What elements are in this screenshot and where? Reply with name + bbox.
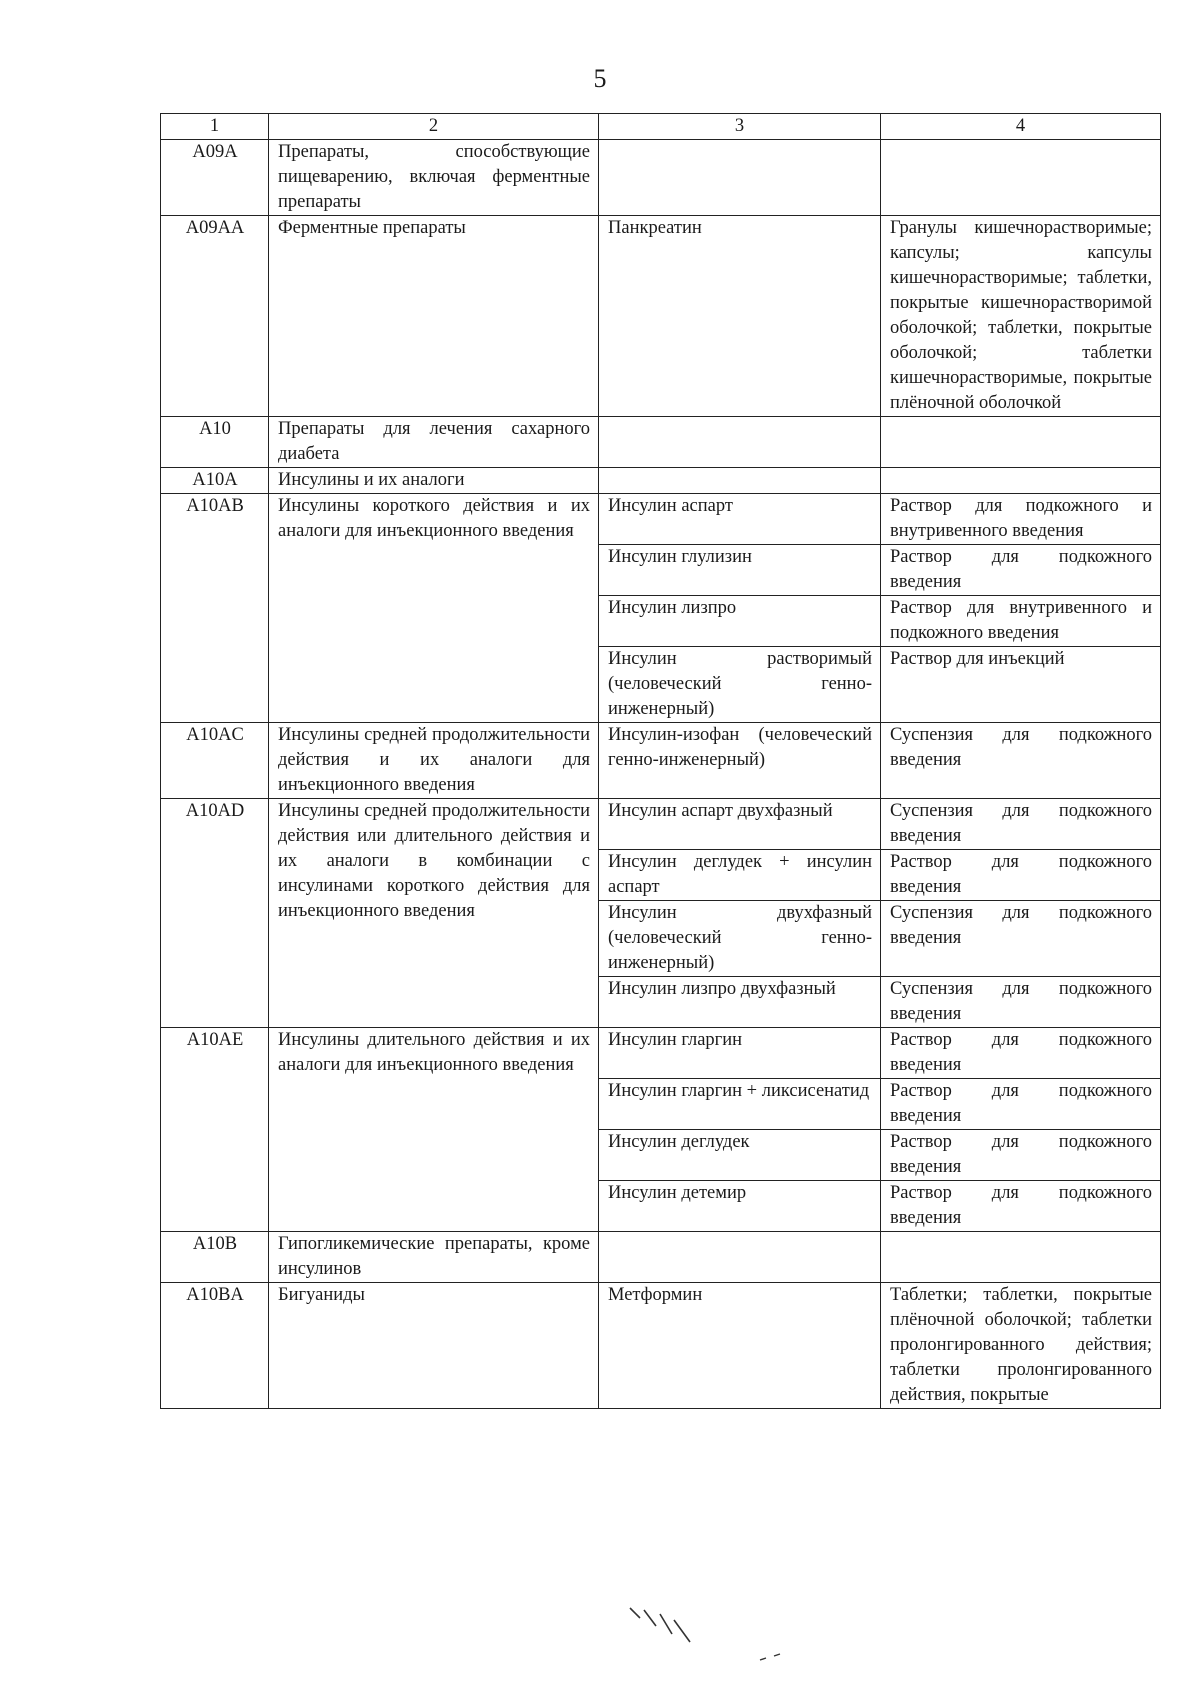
atc-code-cell: A10BA <box>161 1283 269 1409</box>
table-row <box>161 417 1161 468</box>
drug-name-cell <box>599 468 881 494</box>
group-name-cell: Инсулины и их аналоги <box>269 468 599 494</box>
dosage-form-cell: Раствор для подкожного введения <box>881 850 1161 901</box>
atc-code-cell: A10AD <box>161 799 269 1028</box>
header-row <box>161 114 1161 140</box>
drug-name-cell: Инсулин-изофан (человеческий генно-инженерный) <box>599 723 881 799</box>
atc-code-cell: A09AA <box>161 216 269 417</box>
atc-code-cell: A10AB <box>161 494 269 723</box>
column-header: 4 <box>881 114 1161 140</box>
table-row <box>161 140 1161 216</box>
drug-name-cell: Инсулин деглудек + инсулин аспарт <box>599 850 881 901</box>
dosage-form-cell: Раствор для инъекций <box>881 647 1161 723</box>
table-row <box>161 799 1161 850</box>
page-number: 5 <box>593 64 607 93</box>
drug-name-cell: Панкреатин <box>599 216 881 417</box>
dosage-form-cell: Раствор для подкожного введения <box>881 1181 1161 1232</box>
dosage-form-cell: Раствор для подкожного введения <box>881 1028 1161 1079</box>
atc-code-cell: A10AE <box>161 1028 269 1232</box>
group-name-cell: Препараты для лечения сахарного диабета <box>269 417 599 468</box>
table-row <box>161 1232 1161 1283</box>
dosage-form-cell <box>881 417 1161 468</box>
column-header: 3 <box>599 114 881 140</box>
dosage-form-cell: Суспензия для подкожного введения <box>881 977 1161 1028</box>
dosage-form-cell: Суспензия для подкожного введения <box>881 799 1161 850</box>
drug-name-cell: Инсулин двухфазный (человеческий генно-инженерный) <box>599 901 881 977</box>
group-name-cell: Инсулины короткого действия и их аналоги для инъекционного введения <box>269 494 599 723</box>
group-name-cell: Бигуаниды <box>269 1283 599 1409</box>
dosage-form-cell: Раствор для подкожного введения <box>881 545 1161 596</box>
table-row <box>161 216 1161 417</box>
atc-code-cell: A10A <box>161 468 269 494</box>
dosage-form-cell: Суспензия для подкожного введения <box>881 723 1161 799</box>
drug-name-cell: Метформин <box>599 1283 881 1409</box>
drug-name-cell: Инсулин гларгин <box>599 1028 881 1079</box>
dosage-form-cell: Раствор для внутривенного и подкожного введения <box>881 596 1161 647</box>
drug-name-cell: Инсулин глулизин <box>599 545 881 596</box>
group-name-cell: Инсулины длительного действия и их аналоги для инъекционного введения <box>269 1028 599 1232</box>
group-name-cell: Ферментные препараты <box>269 216 599 417</box>
drug-name-cell: Инсулин гларгин + ликсисенатид <box>599 1079 881 1130</box>
drug-name-cell <box>599 1232 881 1283</box>
handwritten-mark <box>620 1600 820 1680</box>
column-header: 1 <box>161 114 269 140</box>
drug-list-table <box>160 113 1161 1409</box>
dosage-form-cell: Раствор для подкожного введения <box>881 1079 1161 1130</box>
drug-name-cell: Инсулин аспарт <box>599 494 881 545</box>
dosage-form-cell: Гранулы кишечнорастворимые; капсулы; капсулы кишечнорастворимые; таблетки, покрытые кишечнорастворимой оболочкой; таблетки, покрытые оболочкой; таблетки кишечнорастворимые, покрытые плёночной оболочкой <box>881 216 1161 417</box>
drug-name-cell <box>599 417 881 468</box>
group-name-cell: Инсулины средней продолжительности действия и их аналоги для инъекционного введения <box>269 723 599 799</box>
atc-code-cell: A10AC <box>161 723 269 799</box>
table-row <box>161 1283 1161 1409</box>
drug-name-cell: Инсулин детемир <box>599 1181 881 1232</box>
table-row <box>161 494 1161 545</box>
drug-name-cell: Инсулин растворимый (человеческий генно-инженерный) <box>599 647 881 723</box>
dosage-form-cell <box>881 1232 1161 1283</box>
atc-code-cell: A09A <box>161 140 269 216</box>
atc-code-cell: A10 <box>161 417 269 468</box>
drug-name-cell: Инсулин аспарт двухфазный <box>599 799 881 850</box>
table-row <box>161 1028 1161 1079</box>
group-name-cell: Препараты, способствующие пищеварению, включая ферментные препараты <box>269 140 599 216</box>
drug-name-cell: Инсулин лизпро <box>599 596 881 647</box>
dosage-form-cell: Раствор для подкожного введения <box>881 1130 1161 1181</box>
group-name-cell: Гипогликемические препараты, кроме инсулинов <box>269 1232 599 1283</box>
drug-name-cell: Инсулин деглудек <box>599 1130 881 1181</box>
table-row <box>161 723 1161 799</box>
dosage-form-cell: Раствор для подкожного и внутривенного введения <box>881 494 1161 545</box>
dosage-form-cell <box>881 140 1161 216</box>
group-name-cell: Инсулины средней продолжительности действия или длительного действия и их аналоги в комбинации с инсулинами короткого действия для инъекционного введения <box>269 799 599 1028</box>
dosage-form-cell <box>881 468 1161 494</box>
table-row <box>161 468 1161 494</box>
drug-name-cell: Инсулин лизпро двухфазный <box>599 977 881 1028</box>
drug-name-cell <box>599 140 881 216</box>
column-header: 2 <box>269 114 599 140</box>
atc-code-cell: A10B <box>161 1232 269 1283</box>
dosage-form-cell: Суспензия для подкожного введения <box>881 901 1161 977</box>
dosage-form-cell: Таблетки; таблетки, покрытые плёночной оболочкой; таблетки пролонгированного действия; таблетки пролонгированного действия, покрытые <box>881 1283 1161 1409</box>
